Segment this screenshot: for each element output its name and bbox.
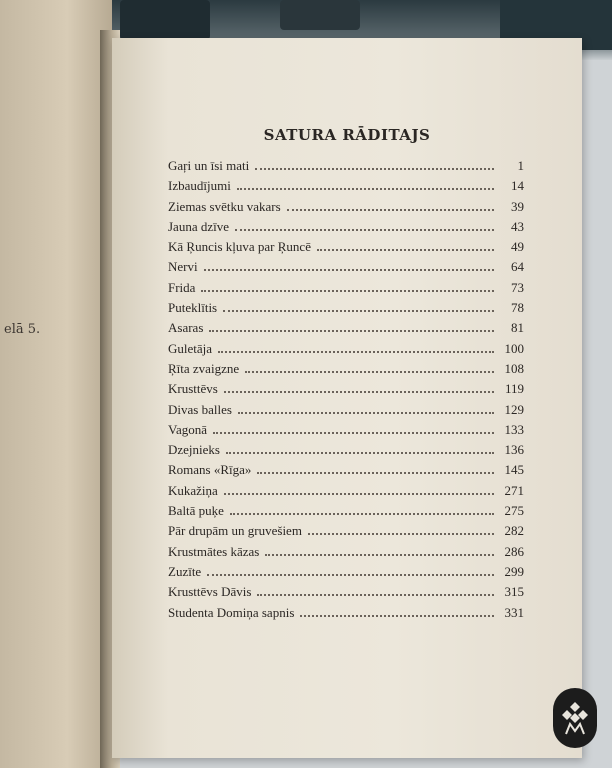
entry-page-number: 136	[504, 442, 524, 458]
leader-dots	[257, 594, 494, 596]
contents-entry	[168, 442, 524, 462]
contents-entry	[168, 259, 524, 279]
entry-page-number: 119	[504, 381, 524, 397]
entry-title: Baltā puķe	[168, 503, 224, 519]
entry-title: Studenta Domiņa sapnis	[168, 604, 295, 620]
leader-dots	[308, 533, 494, 535]
entry-title: Asaras	[168, 320, 204, 336]
contents-entry	[168, 158, 524, 178]
book-spine	[120, 0, 210, 40]
contents-entry	[168, 523, 524, 543]
entry-page-number: 100	[504, 340, 524, 356]
contents-entry	[168, 239, 524, 259]
contents-entry	[168, 422, 524, 442]
leader-dots	[213, 432, 494, 434]
leader-dots	[238, 412, 494, 414]
entry-page-number: 315	[504, 584, 524, 600]
leader-dots	[230, 513, 494, 515]
contents-entry	[168, 199, 524, 219]
entry-page-number: 282	[504, 523, 524, 539]
contents-entry	[168, 341, 524, 361]
contents-entry	[168, 503, 524, 523]
entry-title: Pār drupām un gruvešiem	[168, 523, 302, 539]
watermark-logo	[553, 688, 597, 748]
entry-title: Puteklītis	[168, 300, 218, 316]
leader-dots	[207, 574, 494, 576]
entry-page-number: 286	[504, 543, 524, 559]
entry-title: Zuzīte	[168, 563, 202, 579]
contents-entry	[168, 605, 524, 625]
contents-entry	[168, 361, 524, 381]
leader-dots	[287, 209, 494, 211]
entry-title: Izbaudījumi	[168, 178, 231, 194]
contents-list	[168, 158, 524, 625]
diamond-tree-logo-icon	[560, 701, 590, 735]
leader-dots	[224, 391, 494, 393]
contents-entry	[168, 462, 524, 482]
entry-title: Nervi	[168, 259, 198, 275]
entry-title: Gaŗi un īsi mati	[168, 158, 250, 173]
entry-title: Krusttēvs Dāvis	[168, 584, 252, 600]
entry-page-number: 43	[511, 218, 524, 234]
entry-title: Kukažiņa	[168, 482, 218, 498]
leader-dots	[223, 310, 494, 312]
leader-dots	[237, 188, 494, 190]
entry-page-number: 275	[504, 503, 524, 519]
leader-dots	[245, 371, 494, 373]
entry-title: Krustmātes kāzas	[168, 543, 260, 559]
leader-dots	[209, 330, 494, 332]
entry-page-number: 129	[504, 401, 524, 417]
contents-entry	[168, 219, 524, 239]
leader-dots	[265, 554, 494, 556]
leader-dots	[226, 452, 494, 454]
entry-page-number: 81	[511, 320, 524, 336]
leader-dots	[317, 249, 494, 251]
leader-dots	[218, 351, 494, 353]
entry-title: Romans «Rīga»	[168, 462, 252, 478]
entry-title: Dzejnieks	[168, 442, 220, 458]
contents-entry	[168, 402, 524, 422]
contents-entry	[168, 381, 524, 401]
entry-title: Vagonā	[168, 421, 207, 437]
entry-title: Krusttēvs	[168, 381, 218, 397]
contents-entry	[168, 483, 524, 503]
entry-title: Divas balles	[168, 401, 232, 417]
entry-title: Ziemas svētku vakars	[168, 198, 281, 214]
entry-page-number: 39	[511, 198, 524, 214]
entry-title: Guletāja	[168, 340, 213, 356]
entry-page-number: 14	[511, 178, 524, 194]
contents-title: SATURA RĀDITAJS	[263, 126, 431, 144]
contents-entry	[168, 320, 524, 340]
contents-entry	[168, 544, 524, 564]
leader-dots	[255, 168, 494, 170]
entry-page-number: 1	[517, 158, 524, 173]
left-page-text-fragment: elā 5.	[4, 322, 41, 337]
entry-title: Frida	[168, 279, 196, 295]
book-spine	[280, 0, 360, 30]
entry-title: Jauna dzīve	[168, 218, 230, 234]
entry-page-number: 73	[511, 279, 524, 295]
entry-page-number: 271	[504, 482, 524, 498]
entry-page-number: 133	[504, 421, 524, 437]
entry-title: Ŗīta zvaigzne	[168, 360, 240, 376]
entry-page-number: 108	[504, 360, 524, 376]
leader-dots	[224, 493, 494, 495]
contents-entry	[168, 564, 524, 584]
entry-page-number: 49	[511, 239, 524, 255]
contents-entry	[168, 280, 524, 300]
contents-page	[112, 38, 582, 758]
leader-dots	[204, 269, 494, 271]
leader-dots	[201, 290, 494, 292]
entry-page-number: 64	[511, 259, 524, 275]
entry-page-number: 331	[504, 604, 524, 620]
entry-page-number: 78	[511, 300, 524, 316]
entry-title: Kā Ŗuncis kļuva par Ŗuncē	[168, 239, 311, 255]
contents-entry	[168, 178, 524, 198]
entry-page-number: 145	[504, 462, 524, 478]
entry-page-number: 299	[504, 563, 524, 579]
leader-dots	[235, 229, 494, 231]
left-page	[0, 0, 112, 768]
leader-dots	[300, 615, 494, 617]
leader-dots	[257, 472, 494, 474]
contents-entry	[168, 300, 524, 320]
contents-entry	[168, 584, 524, 604]
